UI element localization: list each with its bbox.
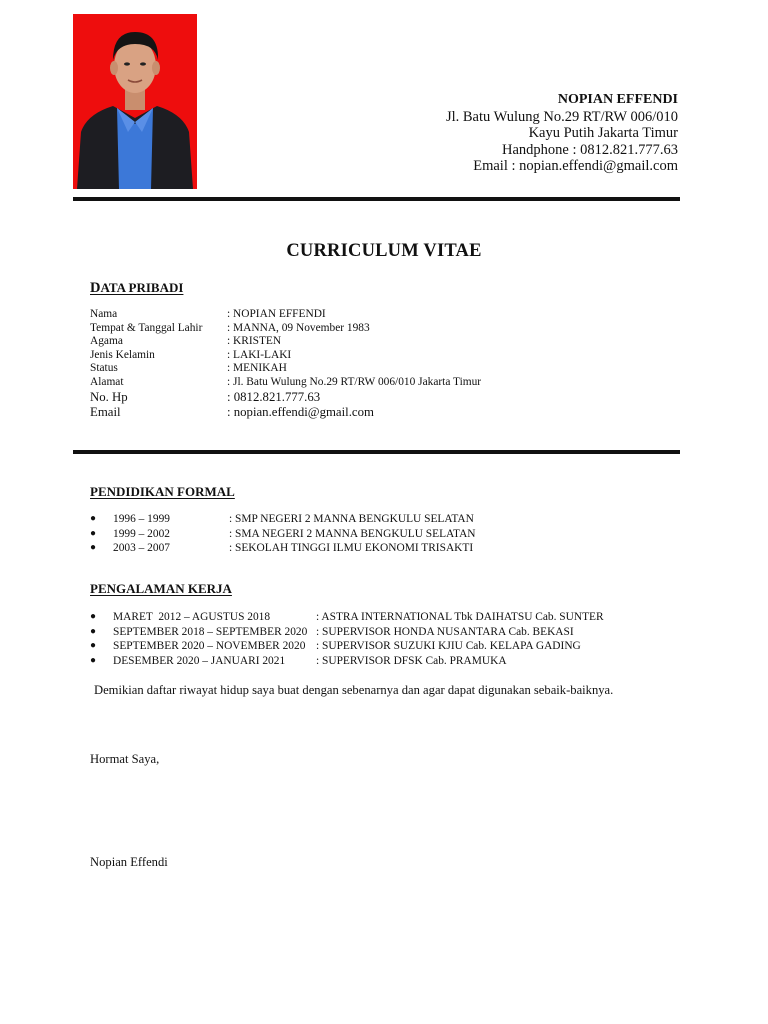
statement-paragraph: Demikian daftar riwayat hidup saya buat dengan sebenarnya dan agar dapat digunakan sebaik-baiknya.: [94, 683, 614, 697]
list-item: [90, 625, 604, 640]
education-school: : SMA NEGERI 2 MANNA BENGKULU SELATAN: [229, 527, 476, 540]
contact-block: [278, 92, 678, 175]
bullet-icon: ●: [90, 640, 97, 651]
personal-value: : Jl. Batu Wulung No.29 RT/RW 006/010 Jakarta Timur: [227, 375, 482, 388]
experience-role: : SUPERVISOR HONDA NUSANTARA Cab. BEKASI: [316, 625, 574, 638]
document-title: CURRICULUM VITAE: [286, 241, 482, 261]
header-address-line1: Jl. Batu Wulung No.29 RT/RW 006/010: [445, 108, 678, 125]
personal-data-table: [90, 308, 481, 420]
personal-label: Jenis Kelamin: [90, 348, 155, 361]
education-school: : SMP NEGERI 2 MANNA BENGKULU SELATAN: [229, 513, 474, 525]
personal-value: : NOPIAN EFFENDI: [227, 308, 326, 320]
header-email: Email : nopian.effendi@gmail.com: [473, 158, 678, 175]
personal-row: [90, 349, 481, 363]
experience-period: SEPTEMBER 2018 – SEPTEMBER 2020: [113, 625, 308, 638]
personal-value: : KRISTEN: [227, 335, 282, 348]
personal-value: : LAKI-LAKI: [227, 348, 292, 361]
bullet-icon: ●: [90, 625, 97, 637]
signature-name: Nopian Effendi: [90, 855, 168, 869]
personal-row: [90, 335, 481, 349]
experience-period: SEPTEMBER 2020 – NOVEMBER 2020: [113, 640, 306, 652]
education-school: : SEKOLAH TINGGI ILMU EKONOMI TRISAKTI: [229, 542, 474, 554]
personal-value: : nopian.effendi@gmail.com: [227, 404, 374, 419]
personal-value: : MENIKAH: [227, 362, 287, 375]
personal-label: Agama: [90, 335, 123, 348]
personal-heading-rest: ATA PRIBADI: [100, 280, 184, 295]
personal-row: [90, 322, 481, 336]
bullet-icon: ●: [90, 654, 97, 666]
education-list: [90, 512, 476, 556]
personal-row: [90, 308, 481, 322]
list-item: [90, 654, 604, 669]
personal-row: [90, 376, 481, 390]
person-portrait-icon: [73, 14, 197, 189]
experience-role: : SUPERVISOR SUZUKI KJIU Cab. KELAPA GADING: [316, 640, 581, 652]
personal-label: Email: [90, 404, 121, 419]
personal-label: Alamat: [90, 375, 124, 388]
bullet-icon: ●: [90, 542, 97, 553]
header-address-line2: Kayu Putih Jakarta Timur: [528, 125, 678, 142]
list-item: [90, 610, 604, 625]
bullet-icon: ●: [90, 611, 97, 622]
list-item: [90, 512, 476, 527]
bullet-icon: ●: [90, 513, 97, 524]
personal-row: [90, 390, 481, 405]
personal-row: [90, 362, 481, 376]
education-period: 2003 – 2007: [113, 542, 170, 554]
personal-label: Status: [90, 362, 118, 375]
header-name: NOPIAN EFFENDI: [557, 92, 678, 107]
personal-label: Nama: [90, 308, 118, 320]
personal-value: : MANNA, 09 November 1983: [227, 321, 370, 334]
personal-label: Tempat & Tanggal Lahir: [90, 321, 203, 334]
list-item: [90, 541, 476, 556]
education-period: 1996 – 1999: [113, 513, 170, 525]
personal-data-heading: [90, 280, 183, 297]
experience-role: : SUPERVISOR DFSK Cab. PRAMUKA: [316, 654, 507, 667]
education-heading: PENDIDIKAN FORMAL: [90, 484, 235, 499]
personal-heading-initial: D: [90, 280, 101, 296]
header-divider: [73, 197, 680, 201]
experience-period: DESEMBER 2020 – JANUARI 2021: [113, 654, 286, 667]
profile-photo: [73, 14, 197, 189]
experience-heading: PENGALAMAN KERJA: [90, 581, 232, 596]
list-item: [90, 639, 604, 654]
personal-value: : 0812.821.777.63: [227, 389, 321, 404]
section-divider: [73, 450, 680, 454]
experience-list: [90, 610, 604, 668]
closing-salutation: Hormat Saya,: [90, 752, 160, 766]
list-item: [90, 527, 476, 542]
experience-period: MARET 2012 – AGUSTUS 2018: [113, 611, 271, 623]
education-period: 1999 – 2002: [113, 527, 170, 540]
header-phone: Handphone : 0812.821.777.63: [502, 141, 678, 158]
personal-row: [90, 405, 481, 420]
bullet-icon: ●: [90, 527, 97, 539]
experience-role: : ASTRA INTERNATIONAL Tbk DAIHATSU Cab. SUNTER: [316, 611, 604, 623]
personal-label: No. Hp: [90, 389, 128, 404]
